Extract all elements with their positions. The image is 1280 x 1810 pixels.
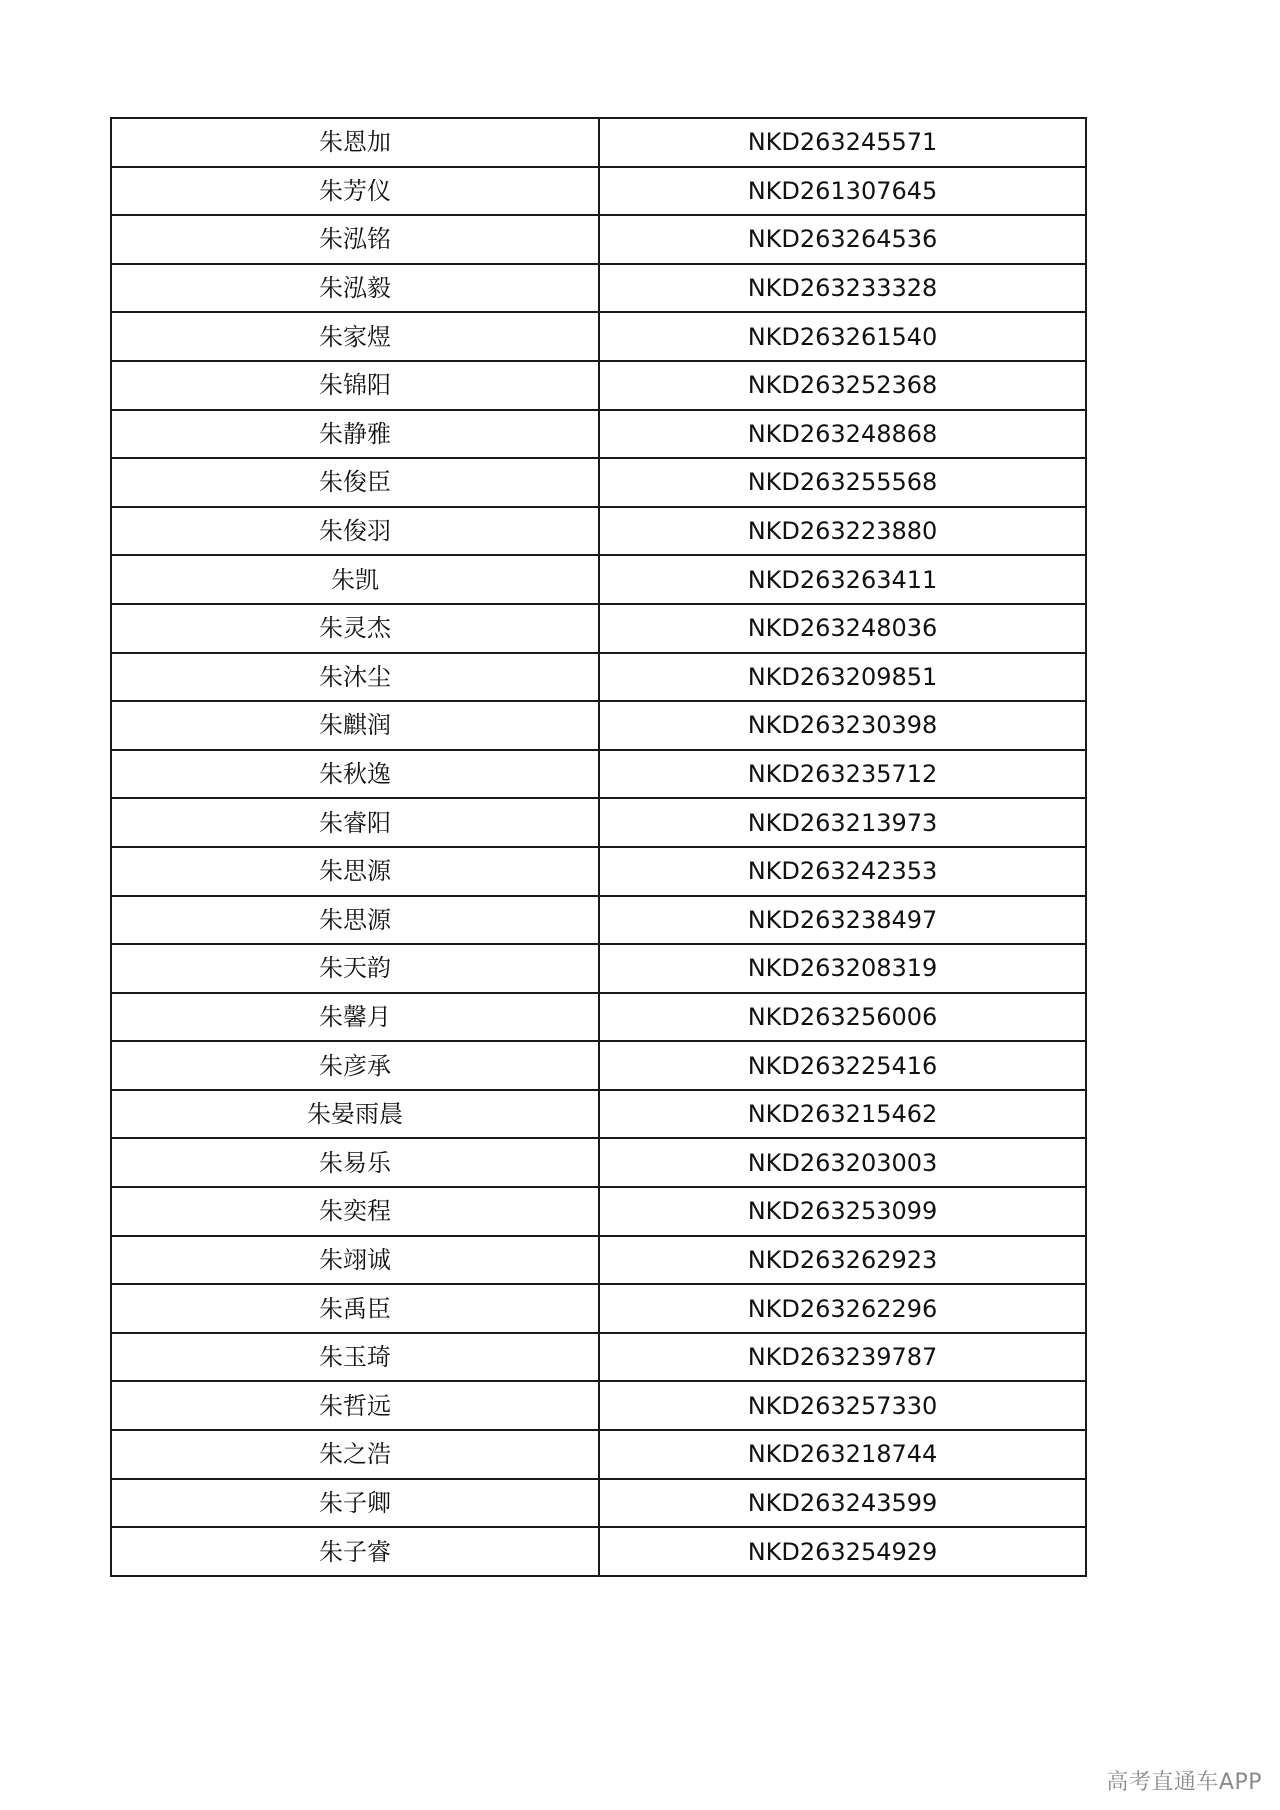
roster-table-body: [111, 118, 1086, 1576]
name-cell: 朱芳仪: [111, 167, 599, 216]
name-cell: 朱秋逸: [111, 750, 599, 799]
name-cell: 朱晏雨晨: [111, 1090, 599, 1139]
id-cell: NKD263253099: [599, 1187, 1086, 1236]
table-row: [111, 847, 1086, 896]
name-cell: 朱思源: [111, 847, 599, 896]
id-cell: NKD263235712: [599, 750, 1086, 799]
id-cell: NKD263230398: [599, 701, 1086, 750]
id-cell: NKD263261540: [599, 312, 1086, 361]
id-cell: NKD263256006: [599, 993, 1086, 1042]
name-cell: 朱麒润: [111, 701, 599, 750]
name-cell: 朱子睿: [111, 1527, 599, 1576]
table-row: [111, 798, 1086, 847]
table-row: [111, 458, 1086, 507]
table-row: [111, 312, 1086, 361]
id-cell: NKD263264536: [599, 215, 1086, 264]
id-cell: NKD263213973: [599, 798, 1086, 847]
name-cell: 朱灵杰: [111, 604, 599, 653]
name-cell: 朱俊臣: [111, 458, 599, 507]
id-cell: NKD263254929: [599, 1527, 1086, 1576]
table-row: [111, 604, 1086, 653]
id-cell: NKD263233328: [599, 264, 1086, 313]
id-cell: NKD263255568: [599, 458, 1086, 507]
id-cell: NKD263262296: [599, 1284, 1086, 1333]
id-cell: NKD263245571: [599, 118, 1086, 167]
table-row: [111, 555, 1086, 604]
id-cell: NKD263263411: [599, 555, 1086, 604]
name-cell: 朱恩加: [111, 118, 599, 167]
name-cell: 朱翊诚: [111, 1236, 599, 1285]
name-cell: 朱彦承: [111, 1041, 599, 1090]
table-row: [111, 1041, 1086, 1090]
table-row: [111, 1527, 1086, 1576]
name-cell: 朱子卿: [111, 1479, 599, 1528]
table-row: [111, 701, 1086, 750]
id-cell: NKD263223880: [599, 507, 1086, 556]
name-cell: 朱俊羽: [111, 507, 599, 556]
table-row: [111, 1284, 1086, 1333]
table-row: [111, 264, 1086, 313]
table-row: [111, 1138, 1086, 1187]
table-row: [111, 410, 1086, 459]
name-cell: 朱馨月: [111, 993, 599, 1042]
table-row: [111, 215, 1086, 264]
table-row: [111, 1430, 1086, 1479]
name-cell: 朱天韵: [111, 944, 599, 993]
id-cell: NKD263262923: [599, 1236, 1086, 1285]
id-cell: NKD263252368: [599, 361, 1086, 410]
id-cell: NKD263238497: [599, 896, 1086, 945]
id-cell: NKD263257330: [599, 1381, 1086, 1430]
name-cell: 朱锦阳: [111, 361, 599, 410]
id-cell: NKD263215462: [599, 1090, 1086, 1139]
id-cell: NKD263243599: [599, 1479, 1086, 1528]
watermark: 高考直通车APP: [1106, 1770, 1262, 1795]
id-cell: NKD263225416: [599, 1041, 1086, 1090]
name-cell: 朱家煜: [111, 312, 599, 361]
table-row: [111, 944, 1086, 993]
name-cell: 朱沐尘: [111, 653, 599, 702]
table-row: [111, 1090, 1086, 1139]
name-cell: 朱哲远: [111, 1381, 599, 1430]
name-cell: 朱思源: [111, 896, 599, 945]
roster-table: [110, 117, 1087, 1577]
table-row: [111, 361, 1086, 410]
table-row: [111, 118, 1086, 167]
id-cell: NKD263242353: [599, 847, 1086, 896]
id-cell: NKD263203003: [599, 1138, 1086, 1187]
id-cell: NKD263239787: [599, 1333, 1086, 1382]
name-cell: 朱易乐: [111, 1138, 599, 1187]
table-row: [111, 653, 1086, 702]
table-row: [111, 1236, 1086, 1285]
name-cell: 朱奕程: [111, 1187, 599, 1236]
id-cell: NKD263209851: [599, 653, 1086, 702]
id-cell: NKD263248868: [599, 410, 1086, 459]
name-cell: 朱之浩: [111, 1430, 599, 1479]
table-row: [111, 507, 1086, 556]
table-row: [111, 1333, 1086, 1382]
name-cell: 朱玉琦: [111, 1333, 599, 1382]
name-cell: 朱睿阳: [111, 798, 599, 847]
name-cell: 朱凯: [111, 555, 599, 604]
name-cell: 朱静雅: [111, 410, 599, 459]
table-row: [111, 1381, 1086, 1430]
table-row: [111, 167, 1086, 216]
table-row: [111, 1187, 1086, 1236]
name-cell: 朱禹臣: [111, 1284, 599, 1333]
id-cell: NKD263248036: [599, 604, 1086, 653]
table-row: [111, 750, 1086, 799]
name-cell: 朱泓铭: [111, 215, 599, 264]
id-cell: NKD263208319: [599, 944, 1086, 993]
table-row: [111, 896, 1086, 945]
table-row: [111, 993, 1086, 1042]
table-row: [111, 1479, 1086, 1528]
name-cell: 朱泓毅: [111, 264, 599, 313]
id-cell: NKD261307645: [599, 167, 1086, 216]
id-cell: NKD263218744: [599, 1430, 1086, 1479]
